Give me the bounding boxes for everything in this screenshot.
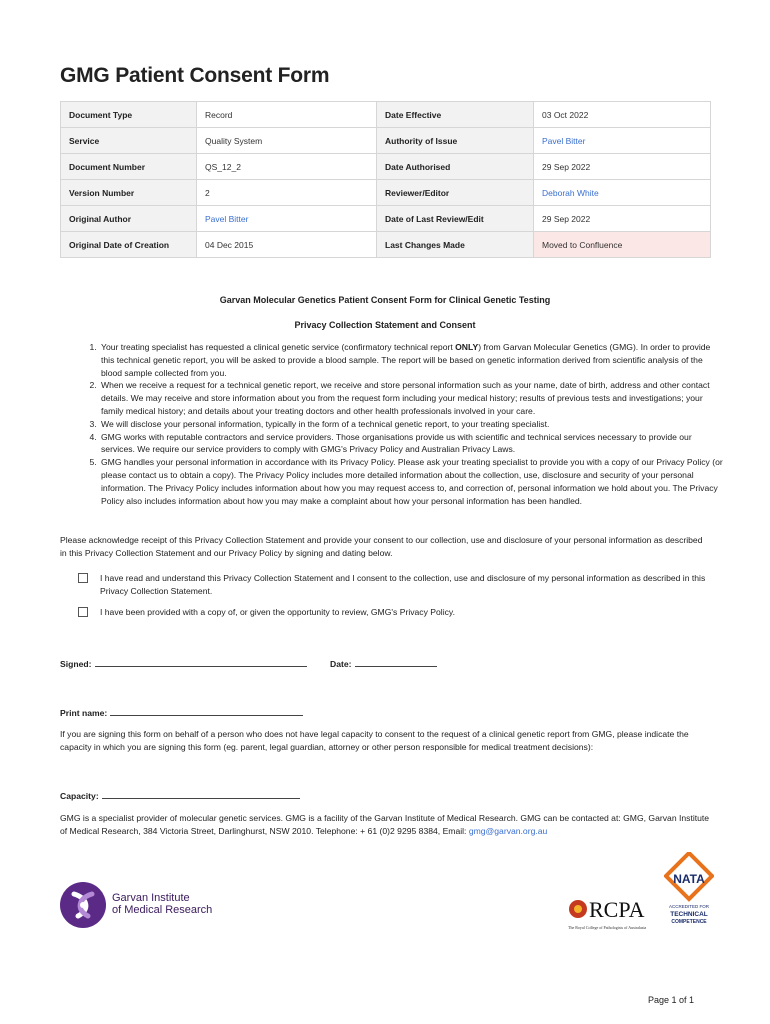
table-row <box>61 128 711 154</box>
capacity-line[interactable] <box>102 790 300 799</box>
original-author-link[interactable]: Pavel Bitter <box>197 206 377 232</box>
nata-sub3: COMPETENCE <box>671 919 707 925</box>
form-heading: Garvan Molecular Genetics Patient Consent Form for Clinical Genetic Testing <box>219 295 551 305</box>
meta-value: QS_12_2 <box>197 154 377 180</box>
table-row <box>61 232 711 258</box>
list-item: 4. GMG works with reputable contractors and service providers. Those organisations provide us with scientific and technical services necessary to provide our services. We require our service providers to comply with GMG's Privacy Policy and Australian Privacy Laws. <box>99 431 724 457</box>
meta-label: Date of Last Review/Edit <box>377 206 534 232</box>
list-item: 5. GMG handles your personal information in accordance with its Privacy Policy. Please ask your treating specialist to provide you with a copy of our Privacy Policy (or please contact us to obtain a copy). The Privacy Policy includes more detailed information about the collection, use, disclosure and security of your personal information. The Privacy Policy includes information about how you may request access to, and correction of, personal information we hold about you. The Privacy Policy also includes information about how you may make a complaint about how your personal information has been handled. <box>99 456 724 507</box>
meta-label: Reviewer/Editor <box>377 180 534 206</box>
meta-label: Document Type <box>61 102 197 128</box>
meta-value: 04 Dec 2015 <box>197 232 377 258</box>
list-item <box>99 341 724 379</box>
meta-value: 29 Sep 2022 <box>534 206 711 232</box>
meta-value: 03 Oct 2022 <box>534 102 711 128</box>
rcpa-wordmark: RCPA <box>589 897 645 922</box>
capacity-field <box>60 790 300 801</box>
emphasis-text: ONLY <box>455 342 479 352</box>
document-metadata-table <box>60 101 711 258</box>
garvan-line1: Garvan Institute <box>112 892 190 904</box>
consent-policy-checkbox[interactable] <box>78 607 88 617</box>
meta-label: Version Number <box>61 180 197 206</box>
list-item: 2. When we receive a request for a technical genetic report, we receive and store personal information such as your name, date of birth, address and other contact details. We may receive and store information about you from the request form including your medical history; results of previous tests and investigations; your family medical history; and details about your treating doctors and other health professionals involved in your care. <box>99 379 724 417</box>
signed-label: Signed: <box>60 659 92 669</box>
meta-label: Authority of Issue <box>377 128 534 154</box>
consent-collection-label: I have read and understand this Privacy Collection Statement and I consent to the collection, use and disclosure of my personal information as described in this Privacy Collection Statement. <box>100 573 706 596</box>
capacity-note: If you are signing this form on behalf of a person who does not have legal capacity to consent to the request of a clinical genetic report from GMG, please indicate the capacity in which you are signing this form (eg. parent, legal guardian, attorney or other person responsible for medical treatment decisions): <box>60 729 689 752</box>
meta-value: 2 <box>197 180 377 206</box>
garvan-line2: of Medical Research <box>112 904 213 916</box>
email-link[interactable]: gmg@garvan.org.au <box>468 826 548 836</box>
page-title: GMG Patient Consent Form <box>60 64 330 87</box>
capacity-label: Capacity: <box>60 791 99 801</box>
date-label: Date: <box>330 659 352 669</box>
nata-accreditation-icon <box>664 852 714 932</box>
meta-value: Moved to Confluence <box>534 232 711 258</box>
table-row <box>61 154 711 180</box>
meta-label: Document Number <box>61 154 197 180</box>
date-line[interactable] <box>355 658 437 667</box>
signature-line[interactable] <box>95 658 307 667</box>
nata-wordmark: NATA <box>673 872 705 886</box>
meta-label: Date Effective <box>377 102 534 128</box>
table-row <box>61 102 711 128</box>
meta-label: Original Author <box>61 206 197 232</box>
garvan-wordmark <box>112 892 212 916</box>
rcpa-crest-icon <box>566 895 666 935</box>
footer-contact <box>60 812 710 838</box>
print-name-label: Print name: <box>60 708 108 718</box>
rcpa-logo <box>566 895 666 935</box>
table-row <box>61 206 711 232</box>
nata-logo <box>664 852 714 932</box>
nata-sub1: ACCREDITED FOR <box>668 904 710 909</box>
meta-label: Service <box>61 128 197 154</box>
meta-label: Original Date of Creation <box>61 232 197 258</box>
meta-label: Last Changes Made <box>377 232 534 258</box>
list-item-text: ) from Garvan Molecular Genetics (GMG). In order to provide this technical genetic report, you will be asked to provide a blood sample. The report will be based on genetic information derived from scientific analysis of the blood sample collected from you. <box>101 342 711 378</box>
signed-field <box>60 658 307 669</box>
list-item: 3. We will disclose your personal information, typically in the form of a technical genetic report, to your treating specialist. <box>99 418 724 431</box>
authority-link[interactable]: Pavel Bitter <box>534 128 711 154</box>
meta-label: Date Authorised <box>377 154 534 180</box>
list-item-text: Your treating specialist has requested a clinical genetic service (confirmatory technical report <box>101 342 456 352</box>
consent-policy-label: I have been provided with a copy of, or given the opportunity to review, GMG's Privacy Policy. <box>100 607 455 617</box>
meta-value: 29 Sep 2022 <box>534 154 711 180</box>
section-heading: Privacy Collection Statement and Consent <box>294 320 476 330</box>
consent-collection-checkbox[interactable] <box>78 573 88 583</box>
table-row <box>61 180 711 206</box>
rcpa-subtitle: The Royal College of Pathologists of Australasia <box>568 925 647 930</box>
footer-text: GMG is a specialist provider of molecular genetic services. GMG is a facility of the Garvan Institute of Medical Research. GMG can be contacted at: GMG, Garvan Institute of Medical Research, 384 Victoria Street, Darlinghurst, NSW 2010. Telephone: + 61 (0)2 9295 8384, Email: <box>60 813 710 836</box>
meta-value: Record <box>197 102 377 128</box>
print-name-field <box>60 707 303 718</box>
reviewer-link[interactable]: Deborah White <box>534 180 711 206</box>
date-field <box>330 658 437 669</box>
page-number: Page 1 of 1 <box>647 995 694 1005</box>
print-name-line[interactable] <box>110 707 303 716</box>
meta-value: Quality System <box>197 128 377 154</box>
acknowledge-text: Please acknowledge receipt of this Privacy Collection Statement and provide your consent to our collection, use and disclosure of your personal information as described in this Privacy Collection Statement and our Privacy Policy by signing and dating below. <box>60 535 703 558</box>
garvan-emblem-icon <box>58 880 108 930</box>
privacy-statement-list <box>83 341 724 507</box>
garvan-logo <box>58 880 228 936</box>
nata-sub2: TECHNICAL <box>670 911 708 918</box>
